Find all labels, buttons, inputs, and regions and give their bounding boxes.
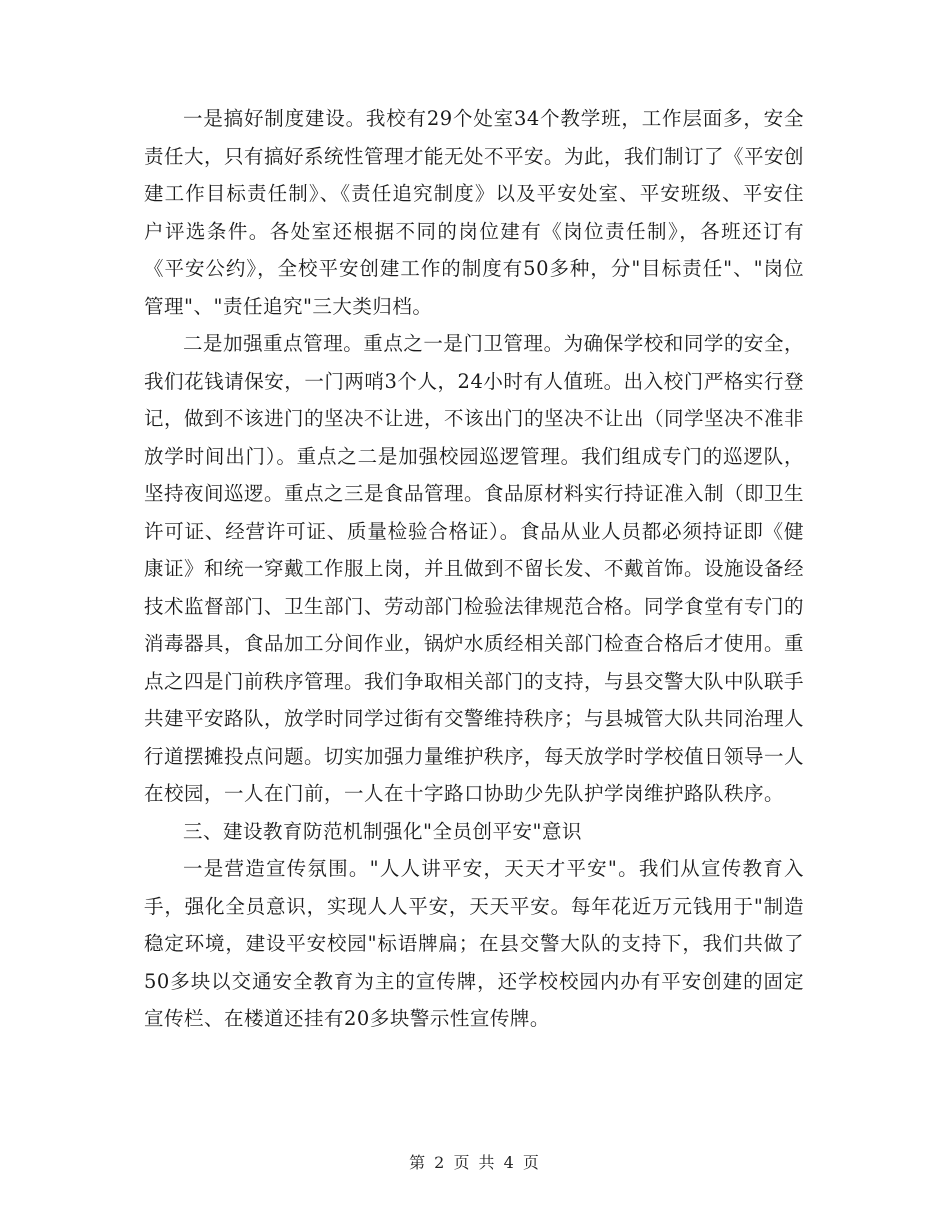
paragraph-publicity: 一是营造宣传氛围。"人人讲平安，天天才平安"。我们从宣传教育入手，强化全员意识，实现人人平安，天天平安。每年花近万元钱用于"制造稳定环境，建设平安校园"标语牌扁；在县交警大队的支持下，我们共做了50多块以交通安全教育为主的宣传牌，还学校校园内办有平安创建的固定宣传栏、在楼道还挂有20多块警示性宣传牌。 (144, 857, 804, 1030)
paragraph-key-management: 二是加强重点管理。重点之一是门卫管理。为确保学校和同学的安全，我们花钱请保安，一门两哨3个人，24小时有人值班。出入校门严格实行登记，做到不该进门的坚决不让进，不该出门的坚决不让出（同学坚决不准非放学时间出门）。重点之二是加强校园巡逻管理。我们组成专门的巡逻队，坚持夜间巡逻。重点之三是食品管理。食品原材料实行持证准入制（即卫生许可证、经营许可证、质量检验合格证）。食品从业人员都必须持证即《健康证》和统一穿戴工作服上岗，并且做到不留长发、不戴首饰。设施设备经技术监督部门、卫生部门、劳动部门检验法律规范合格。同学食堂有专门的消毒器具，食品加工分间作业，锅炉水质经相关部门检查合格后才使用。重点之四是门前秩序管理。我们争取相关部门的支持，与县交警大队中队联手共建平安路队，放学时同学过街有交警维持秩序；与县城管大队共同治理人行道摆摊投点问题。切实加强力量维护秩序，每天放学时学校值日领导一人在校园，一人在门前，一人在十字路口协助少先队护学岗维护路队秩序。 (144, 332, 805, 805)
paragraph-system-building: 一是搞好制度建设。我校有29个处室34个教学班，工作层面多，安全责任大，只有搞好系统性管理才能无处不平安。为此，我们制订了《平安创建工作目标责任制》、《责任追究制度》以及平安处室、平安班级、平安住户评选条件。各处室还根据不同的岗位建有《岗位责任制》，各班还订有《平安公约》，全校平安创建工作的制度有50多种，分"目标责任"、"岗位管理"、"责任追究"三大类归档。 (144, 107, 805, 318)
page-number: 第 2 页 共 4 页 (409, 1153, 541, 1172)
section-heading: 三、建设教育防范机制强化"全员创平安"意识 (183, 819, 582, 843)
document-body (144, 100, 804, 1038)
